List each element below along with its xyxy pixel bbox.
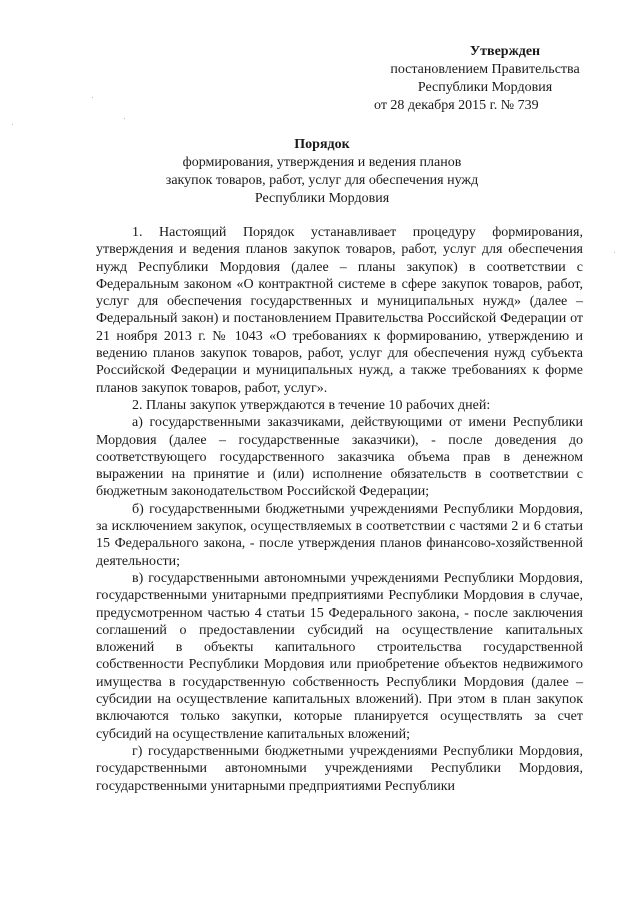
scan-speck	[92, 97, 93, 98]
paragraph: г) государственными бюджетными учреждениями Республики Мордовия, государственными автономными учреждениями Республики Мордовия, государственными унитарными предприятиями Республики	[96, 743, 583, 794]
document-body	[96, 224, 583, 795]
paragraph: 1. Настоящий Порядок устанавливает процедуру формирования, утверждения и ведения планов закупок товаров, работ, услуг для обеспечения нужд Республики Мордовия (далее – планы закупок) в соответствии с Федеральным законом «О контрактной системе в сфере закупок товаров, работ, услуг для обеспечения государственных и муниципальных нужд» (далее – Федеральный закон) и постановлением Правительства Российской Федерации от 21 ноября 2013 г. № 1043 «О требованиях к формированию, утверждению и ведению планов закупок товаров, работ, услуг для обеспечения нужд субъекта Российской Федерации и муниципальных нужд, а также требованиях к форме планов закупок товаров, работ, услуг».	[96, 225, 583, 396]
scan-speck	[614, 252, 615, 253]
document-title: Порядок	[294, 137, 350, 152]
paragraph: а) государственными заказчиками, действующими от имени Республики Мордовия (далее – государственные заказчики), - после доведения до соответствующего государственного заказчика объема прав в денежном выражении на принятие и (или) исполнение обязательств в соответствии с бюджетным законодательством Российской Федерации;	[96, 415, 583, 500]
approval-heading: Утвержден	[469, 44, 541, 59]
scan-speck	[124, 118, 125, 119]
document-subtitle-2: закупок товаров, работ, услуг для обеспечения нужд	[165, 173, 479, 188]
approval-stamp	[372, 43, 598, 115]
document-subtitle-3: Республики Мордовия	[254, 191, 390, 206]
document-title-block	[96, 136, 548, 208]
scan-speck	[12, 124, 13, 125]
approval-line-1: постановлением Правительства	[390, 62, 580, 77]
document-subtitle-1: формирования, утверждения и ведения планов	[182, 155, 462, 170]
paragraph: 2. Планы закупок утверждаются в течение 10 рабочих дней:	[132, 397, 491, 413]
approval-date: от 28 декабря 2015 г. № 739	[374, 98, 539, 113]
paragraph: в) государственными автономными учреждениями Республики Мордовия, государственными унитарными предприятиями Республики Мордовия в случае, предусмотренном частью 4 статьи 15 Федерального закона, - после заключения соглашений о предоставлении субсидий на осуществление капитальных вложений в объекты капитального строительства государственной собственности Республики Мордовия или приобретение объектов недвижимого имущества в государственную собственность Республики Мордовия (далее – субсидии на осуществление капитальных вложений). При этом в план закупок включаются только закупки, которые планируется осуществлять за счет субсидий на осуществление капитальных вложений;	[96, 570, 583, 742]
approval-line-2: Республики Мордовия	[417, 80, 553, 95]
paragraph: б) государственными бюджетными учреждениями Республики Мордовия, за исключением закупок, осуществляемых в соответствии с частями 2 и 6 статьи 15 Федерального закона, - после утверждения планов финансово-хозяйственной деятельности;	[96, 501, 583, 569]
